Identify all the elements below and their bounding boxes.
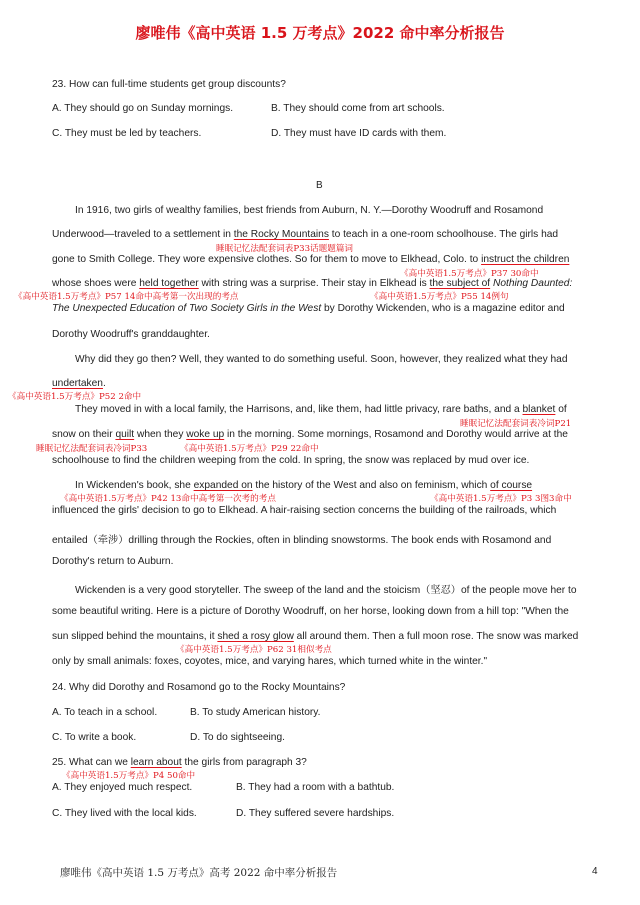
passage-line: The Unexpected Education of Two Society Girls in the West by Dorothy Wickenden, who is a magazine editor and (52, 303, 565, 314)
annotation: 《高中英语1.5万考点》P57 14命中高考第一次出现的考点 (14, 292, 239, 302)
passage-line: Underwood—traveled to a settlement in the Rocky Mountains to teach in a one-room schoolhouse. The girls had (52, 229, 559, 240)
question-24-option-a: A. To teach in a school. (52, 707, 158, 718)
question-24-option-d: D. To do sightseeing. (190, 732, 285, 743)
annotation: 《高中英语1.5万考点》P55 14例句 (370, 292, 509, 302)
passage-line: sun slipped behind the mountains, it shed a rosy glow all around them. Then a full moon rose. The snow was marked (52, 631, 579, 642)
passage-line: schoolhouse to find the children weeping from the cold. In spring, the snow was replaced by mud over ice. (52, 455, 530, 466)
passage-line: In 1916, two girls of wealthy families, best friends from Auburn, N. Y.—Dorothy Woodruff and Rosamond (75, 205, 544, 216)
passage-line: Dorothy's return to Auburn. (52, 556, 174, 567)
passage-line: Dorothy Woodruff's granddaughter. (52, 329, 210, 340)
annotation: 《高中英语1.5万考点》P52 2命中 (8, 392, 142, 402)
passage-line: whose shoes were held together with string was a surprise. Their stay in Elkhead is the subject of Nothing Daunted: (52, 278, 573, 289)
question-24-option-b: B. To study American history. (190, 707, 321, 718)
highlighted-term: learn about (130, 757, 182, 768)
annotation: 睡眠记忆法配套词表P33话题题篇词 (216, 244, 354, 254)
highlighted-term: the subject of (429, 278, 491, 289)
highlighted-term: undertaken (52, 378, 103, 389)
annotation: 睡眠记忆法配套词表冷词P21 (460, 419, 572, 429)
question-23-option-a: A. They should go on Sunday mornings. (52, 103, 234, 114)
annotation: 《高中英语1.5万考点》P42 13命中高考第一次考的考点 (60, 494, 276, 504)
question-23-option-b: B. They should come from art schools. (271, 103, 445, 114)
annotation: 《高中英语1.5万考点》P62 31相似考点 (176, 645, 332, 655)
annotation: 《高中英语1.5万考点》P29 22命中 (180, 444, 319, 454)
highlighted-term: of course (490, 480, 533, 491)
question-24-option-c: C. To write a book. (52, 732, 137, 743)
page-title: 廖唯伟《高中英语 1.5 万考点》2022 命中率分析报告 (135, 24, 505, 42)
passage-line: Why did they go then? Well, they wanted to do something useful. Soon, however, they realized what they had (75, 354, 568, 365)
annotation: 《高中英语1.5万考点》P4 50命中 (62, 771, 196, 781)
question-23-option-d: D. They must have ID cards with them. (271, 128, 447, 139)
passage-line: Wickenden is a very good storyteller. The sweep of the land and the stoicism（坚忍）of the people move her to (75, 585, 577, 596)
question-23-stem: 23. How can full-time students get group discounts? (52, 79, 286, 90)
passage-line: In Wickenden's book, she expanded on the history of the West and also on feminism, which of course (75, 480, 533, 491)
annotation: 《高中英语1.5万考点》P37 30命中 (400, 269, 539, 279)
annotation: 《高中英语1.5万考点》P3 3图3命中 (430, 494, 572, 504)
highlighted-term: expanded on (193, 480, 253, 491)
passage-line: entailed（牵涉）drilling through the Rockies, often in blinding snowstorms. The book ends with Rosamond and (52, 535, 552, 546)
question-25-option-c: C. They lived with the local kids. (52, 808, 197, 819)
section-label: B (316, 180, 323, 191)
highlighted-term: shed a rosy glow (217, 631, 294, 642)
highlighted-term: blanket (522, 404, 556, 415)
annotation: 睡眠记忆法配套词表冷词P33 (36, 444, 148, 454)
passage-line: undertaken. (52, 378, 106, 389)
highlighted-term: quilt (115, 429, 135, 440)
passage-line: gone to Smith College. They wore expensive clothes. So for them to move to Elkhead, Colo. to instruct the children (52, 254, 570, 265)
highlighted-term: instruct the children (481, 254, 570, 265)
highlighted-term: held together (139, 278, 199, 289)
passage-line: some beautiful writing. Here is a picture of Dorothy Woodruff, on her horse, looking down from a hill top: "When the (52, 606, 569, 617)
passage-line: They moved in with a local family, the Harrisons, and, like them, had little privacy, rare baths, and a blanket of (75, 404, 567, 415)
highlighted-term: woke up (186, 429, 225, 440)
question-24-stem: 24. Why did Dorothy and Rosamond go to the Rocky Mountains? (52, 682, 346, 693)
passage-line: only by small animals: foxes, coyotes, mice, and varying hares, which turned white in the winter." (52, 656, 488, 667)
question-23-option-c: C. They must be led by teachers. (52, 128, 202, 139)
passage-line: snow on their quilt when they woke up in the morning. Some mornings, Rosamond and Dorothy would arrive at the (52, 429, 568, 440)
highlighted-term: the Rocky Mountains (233, 229, 329, 240)
question-25-stem: 25. What can we learn about the girls from paragraph 3? (52, 757, 307, 768)
page-footer: 廖唯伟《高中英语 1.5 万考点》高考 2022 命中率分析报告 (60, 867, 338, 879)
question-25-option-a: A. They enjoyed much respect. (52, 782, 193, 793)
question-25-option-b: B. They had a room with a bathtub. (236, 782, 395, 793)
question-25-option-d: D. They suffered severe hardships. (236, 808, 395, 819)
page-number: 4 (592, 866, 598, 877)
passage-line: influenced the girls' decision to go to Elkhead. A hair-raising section concerns the building of the railroads, which (52, 505, 557, 516)
